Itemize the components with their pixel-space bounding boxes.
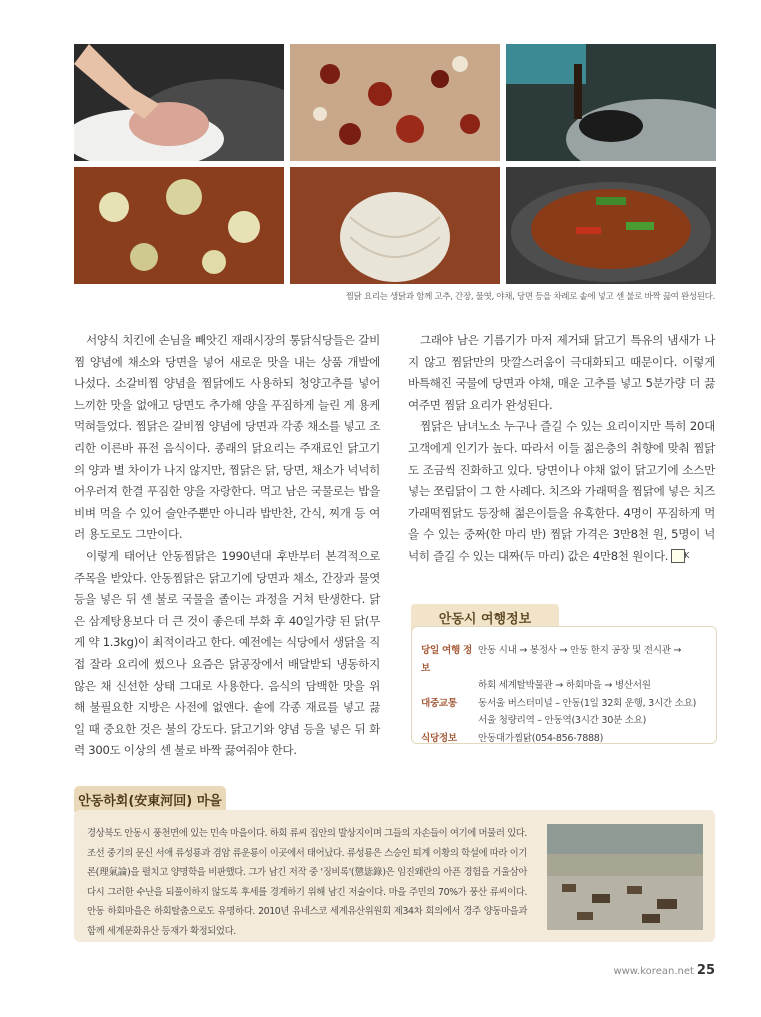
info-value: 서울 청량리역 – 안동역(3시간 30분 소요) [478, 715, 647, 726]
info-label: 식당정보 [421, 732, 457, 744]
paragraph-text: 찜닭은 남녀노소 누구나 즐길 수 있는 요리이지만 특히 20대 고객에게 인기가 높다. 따라서 이들 젊은층의 취향에 맞춰 찜닭도 조금씩 진화하고 있다. 당면이나 야채 없이 닭고기에 소스만 넣는 쪼림닭이 그 한 사례다. 치즈와 가래떡을 찜닭에 넣은 치즈가래떡찜닭도 등장해 젊은이들을 유혹한다. 4명이 푸짐하게 먹을 수 있는 중짜(한 마리 반) 찜닭 가격은 3만8천 원, 5명이 넉넉히 즐길 수 있는 대짜(두 마리) 값은 4만8천 원이다. [408, 419, 715, 563]
photo-glass-noodles [290, 167, 500, 284]
paragraph: 이렇게 태어난 안동찜닭은 1990년대 후반부터 본격적으로 주목을 받았다. 안동찜닭은 닭고기에 당면과 채소, 간장과 물엿 등을 넣은 뒤 센 불로 국물을 졸이는 과정을 거쳐 탄생한다. 닭은 삼계탕용보다 더 큰 것이 좋은데 부화 후 40일가량 된 닭(무게 약 1.3kg)이 최적이라고 한다. 예전에는 식당에서 생닭을 직접 잘라 요리에 썼으나 요즘은 닭공장에서 배달받되 냉동하지 않은 채 신선한 상태 그대로 사용한다. 음식의 담백한 맛을 위해 불필요한 지방은 사전에 없앤다. 솥에 각종 재료를 넣고 끓일 때 중요한 것은 불의 강도다. 닭고기와 양념 등을 넣은 뒤 화력 300도 이상의 센 불로 바짝 끓여줘야 한다. [74, 548, 380, 758]
photo-finished-jjimdak [506, 167, 716, 284]
info-label [421, 677, 478, 695]
info-value: 안동 시내 → 봉정사 → 안동 한지 공장 및 전시관 → [478, 645, 682, 656]
info-value: 동서울 버스터미널 – 안동(1일 32회 운행, 3시간 소요) [478, 697, 697, 709]
info-row [421, 677, 711, 695]
info-row [421, 712, 711, 730]
article-column-right [408, 330, 715, 568]
photo-peppers-sauce [290, 44, 500, 161]
info-label: 대중교통 [421, 697, 457, 709]
hahoe-description: 경상북도 안동시 풍천면에 있는 민속 마을이다. 하회 류씨 집안의 발상지이며 그들의 자손들이 여기에 머물러 있다. 조선 중기의 문신 서애 류성룡과 겸암 류운룡이 이곳에서 태어났다. 류성룡은 스승인 퇴계 이황의 학설에 따라 이기론(理氣論)을 펼치고 양명학을 비판했다. 그가 남긴 저작 중 '징비록'(懲毖錄)은 임진왜란의 아픈 경험을 거울삼아 다시 그러한 수난을 되풀이하지 않도록 후세를 경계하기 위해 남긴 저술이다. 마을 주민의 70%가 풍산 류씨이다. 안동 하회마을은 하회탈춤으로도 유명하다. 2010년 유네스코 세계유산위원회 제34차 회의에서 경주 양동마을과 함께 세계문화유산 등재가 확정되었다. [87, 828, 527, 937]
info-value: 하회 세계탈박물관 → 하회마을 → 병산서원 [478, 680, 651, 691]
photo-caption: 찜닭 요리는 생닭과 함께 고추, 간장, 물엿, 야채, 당면 등을 차례로 솥에 넣고 센 불로 바짝 끓여 완성된다. [345, 292, 715, 302]
page-number: 25 [696, 963, 715, 978]
photo-hand-chicken [74, 44, 284, 161]
photo-pouring-sauce [506, 44, 716, 161]
paragraph: 서양식 치킨에 손님을 빼앗긴 재래시장의 통닭식당들은 갈비찜 양념에 채소와 당면을 넣어 새로운 맛을 내는 상품 개발에 나섰다. 소갈비찜 양념을 찜닭에도 사용하되 청양고추를 넣어 느끼한 맛을 없애고 당면도 추가해 양을 푸짐하게 늘린 게 용케 먹혀들었다. 찜닭은 갈비찜 양념에 당면과 각종 채소를 넣고 조리한 이른바 퓨전 음식이다. 종래의 닭요리는 주재료인 닭고기의 양과 별 차이가 나지 않지만, 찜닭은 닭, 당면, 채소가 넉넉히 어우러져 한결 푸짐한 양을 자랑한다. 먹고 남은 국물로는 밥을 비벼 먹을 수 있어 술안주뿐만 아니라 밥반찬, 간식, 찌개 등 여러 용도로도 그만이다. [74, 333, 380, 542]
photo-hahoe-village [547, 824, 703, 930]
info-label [421, 712, 478, 730]
info-row [421, 730, 711, 748]
hahoe-title: 안동하회(安東河回) 마을 [74, 786, 226, 812]
article-column-left [74, 330, 380, 762]
photo-cabbage-pot [74, 167, 284, 284]
info-row [421, 695, 711, 713]
info-label: 당일 여행 정보 [421, 645, 472, 674]
travel-info-title: 안동시 여행정보 [411, 604, 559, 630]
travel-info-rows [421, 642, 711, 747]
page-footer [600, 963, 715, 978]
footer-site: www.korean.net [613, 966, 694, 977]
paragraph: 그래야 남은 기름기가 마저 제거돼 닭고기 특유의 냄새가 나지 않고 찜닭만의 맛깔스러움이 극대화되고 때문이다. 이렇게 바특해진 국물에 당면과 야채, 매운 고추를 넣고 5분가량 더 끓여주면 찜닭 요리가 완성된다. [408, 333, 715, 412]
info-row [421, 642, 711, 677]
paragraph [408, 416, 715, 567]
info-value: 안동대가찜닭(054-856-7888) [478, 732, 604, 744]
end-mark-icon: K [671, 549, 685, 563]
